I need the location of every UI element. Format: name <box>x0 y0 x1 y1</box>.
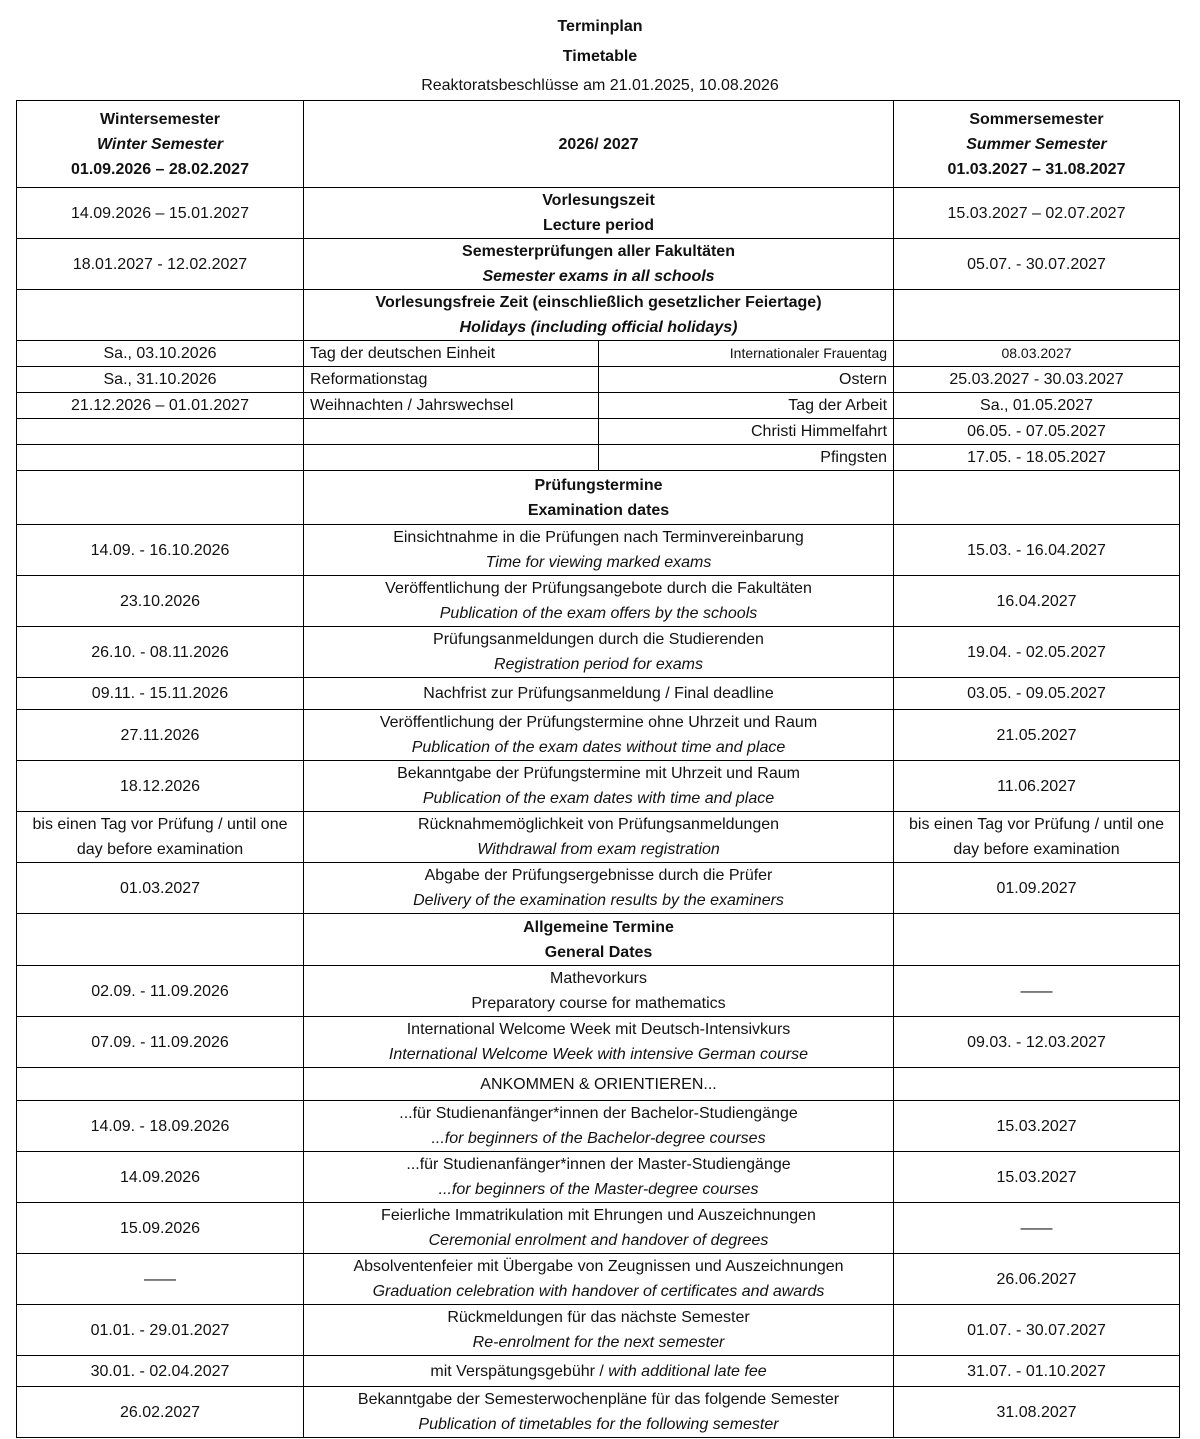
summer-de: Sommersemester <box>969 110 1104 128</box>
timetable <box>16 100 1180 1438</box>
exam-dates-header-row <box>17 471 1180 525</box>
holiday-row <box>17 445 1180 471</box>
lecture-winter: 14.09.2026 – 15.01.2027 <box>17 188 304 239</box>
exam-desc: Nachfrist zur Prüfungsanmeldung / Final deadline <box>304 678 894 710</box>
exams-de: Semesterprüfungen aller Fakultäten <box>462 243 735 260</box>
holiday-summer-name: Pfingsten <box>599 445 894 471</box>
exam-date-row <box>17 678 1180 710</box>
exam-date-row <box>17 525 1180 576</box>
holiday-summer-date: Sa., 01.05.2027 <box>894 393 1180 419</box>
holidays-de: Vorlesungsfreie Zeit (einschließlich gesetzlicher Feiertage) <box>375 294 822 311</box>
exam-summer: 15.03. - 16.04.2027 <box>894 525 1180 576</box>
general-winter: 07.09. - 11.09.2026 <box>17 1017 304 1068</box>
exam-summer: 16.04.2027 <box>894 576 1180 627</box>
exams-label <box>304 239 894 290</box>
late-fee-row <box>17 1356 1180 1387</box>
general-row <box>17 1017 1180 1068</box>
holiday-summer-name: Ostern <box>599 367 894 393</box>
general-winter: 15.09.2026 <box>17 1203 304 1254</box>
page-subtitle: Timetable <box>562 48 638 65</box>
general-desc-de: ...für Studienanfänger*innen der Master-Studiengänge <box>406 1156 791 1173</box>
general-desc-de: Absolventenfeier mit Übergabe von Zeugnissen und Auszeichnungen <box>353 1258 844 1275</box>
arrive-label: ANKOMMEN & ORIENTIEREN... <box>304 1068 894 1101</box>
exams-en: Semester exams in all schools <box>482 268 715 285</box>
lecture-label <box>304 188 894 239</box>
holiday-winter-date <box>17 419 304 445</box>
general-winter: 02.09. - 11.09.2026 <box>17 966 304 1017</box>
holiday-summer-date: 08.03.2027 <box>894 341 1180 367</box>
exam-dates-label <box>304 471 894 525</box>
holiday-winter-date: Sa., 03.10.2026 <box>17 341 304 367</box>
holiday-winter-date <box>17 445 304 471</box>
holidays-label <box>304 290 894 341</box>
exam-date-row <box>17 863 1180 914</box>
general-desc-de: Feierliche Immatrikulation mit Ehrungen und Auszeichnungen <box>381 1207 816 1224</box>
winter-semester-header <box>17 101 304 188</box>
exam-winter: 18.12.2026 <box>17 761 304 812</box>
general-en: General Dates <box>544 943 653 961</box>
general-row <box>17 1152 1180 1203</box>
general-desc <box>304 1305 894 1356</box>
general-desc-de: ...für Studienanfänger*innen der Bachelor-Studiengänge <box>399 1105 798 1122</box>
exam-desc <box>304 525 894 576</box>
general-desc <box>304 1101 894 1152</box>
exam-desc-en: Withdrawal from exam registration <box>477 841 720 858</box>
exam-dates-en: Examination dates <box>527 501 670 519</box>
exam-desc <box>304 812 894 863</box>
general-desc <box>304 966 894 1017</box>
general-desc-de: International Welcome Week mit Deutsch-Intensivkurs <box>406 1021 791 1038</box>
exam-winter: 27.11.2026 <box>17 710 304 761</box>
general-desc-en: Graduation celebration with handover of certificates and awards <box>372 1283 825 1300</box>
resolutions-line: Reaktoratsbeschlüsse am 21.01.2025, 10.08.2026 <box>421 77 779 94</box>
exam-desc <box>304 576 894 627</box>
lecture-summer: 15.03.2027 – 02.07.2027 <box>894 188 1180 239</box>
lecture-row <box>17 188 1180 239</box>
winter-de: Wintersemester <box>100 110 220 128</box>
exam-summer: bis einen Tag vor Prüfung / until one day before examination <box>894 812 1180 863</box>
general-desc <box>304 1203 894 1254</box>
general-summer: 01.07. - 30.07.2027 <box>894 1305 1180 1356</box>
general-desc-de: Rückmeldungen für das nächste Semester <box>447 1309 750 1326</box>
late-fee-summer: 31.07. - 01.10.2027 <box>894 1356 1180 1387</box>
exam-desc <box>304 710 894 761</box>
exam-desc-en: Registration period for exams <box>494 656 703 673</box>
holiday-winter-date: 21.12.2026 – 01.01.2027 <box>17 393 304 419</box>
general-row <box>17 1101 1180 1152</box>
academic-year: 2026/ 2027 <box>304 101 894 188</box>
exam-winter: 23.10.2026 <box>17 576 304 627</box>
holiday-winter-name: Weihnachten / Jahrswechsel <box>304 393 599 419</box>
holiday-row <box>17 393 1180 419</box>
general-row <box>17 1254 1180 1305</box>
exam-date-row <box>17 761 1180 812</box>
holiday-row <box>17 341 1180 367</box>
general-desc <box>304 1152 894 1203</box>
late-fee-de: mit Verspätungsgebühr / <box>430 1362 609 1380</box>
general-row <box>17 1203 1180 1254</box>
holiday-row <box>17 419 1180 445</box>
exam-date-row <box>17 627 1180 678</box>
exam-summer: 21.05.2027 <box>894 710 1180 761</box>
exam-winter: 09.11. - 15.11.2026 <box>17 678 304 710</box>
late-fee-winter: 30.01. - 02.04.2027 <box>17 1356 304 1387</box>
general-desc-en: ...for beginners of the Bachelor-degree courses <box>431 1130 766 1147</box>
exam-desc <box>304 863 894 914</box>
summer-en: Summer Semester <box>966 135 1107 153</box>
general-desc-en: Ceremonial enrolment and handover of degrees <box>428 1232 769 1249</box>
exam-desc-en: Time for viewing marked exams <box>485 554 712 571</box>
holiday-winter-name <box>304 445 599 471</box>
general-summer: 15.03.2027 <box>894 1101 1180 1152</box>
exam-desc-en: Publication of the exam dates without time and place <box>411 739 786 756</box>
holiday-summer-name: Internationaler Frauentag <box>599 341 894 367</box>
exam-date-row <box>17 812 1180 863</box>
holiday-winter-name <box>304 419 599 445</box>
exam-summer: 01.09.2027 <box>894 863 1180 914</box>
general-winter: 01.01. - 29.01.2027 <box>17 1305 304 1356</box>
holiday-summer-date: 25.03.2027 - 30.03.2027 <box>894 367 1180 393</box>
general-summer: —— <box>894 966 1180 1017</box>
lecture-en: Lecture period <box>542 217 655 234</box>
exam-summer: 11.06.2027 <box>894 761 1180 812</box>
exam-desc-de: Abgabe der Prüfungsergebnisse durch die Prüfer <box>424 867 773 884</box>
general-desc-en: Preparatory course for mathematics <box>471 995 726 1012</box>
exam-desc-de: Veröffentlichung der Prüfungstermine ohne Uhrzeit und Raum <box>379 714 818 731</box>
exam-desc <box>304 627 894 678</box>
arrive-row <box>17 1068 1180 1101</box>
holidays-en: Holidays (including official holidays) <box>459 319 738 336</box>
general-desc-de: Mathevorkurs <box>550 970 647 987</box>
table-header-row <box>17 101 1180 188</box>
general-desc <box>304 1254 894 1305</box>
general-summer: 09.03. - 12.03.2027 <box>894 1017 1180 1068</box>
exam-desc-de: Rücknahmemöglichkeit von Prüfungsanmeldungen <box>417 816 780 833</box>
summer-dates: 01.03.2027 – 31.08.2027 <box>947 160 1126 178</box>
holiday-winter-name: Reformationstag <box>304 367 599 393</box>
general-de: Allgemeine Termine <box>523 918 674 936</box>
exam-winter: 26.10. - 08.11.2026 <box>17 627 304 678</box>
late-fee-desc <box>304 1356 894 1387</box>
holidays-header-row <box>17 290 1180 341</box>
exam-desc-en: Publication of the exam dates with time and place <box>422 790 775 807</box>
exam-dates-de: Prüfungstermine <box>534 476 663 494</box>
general-row <box>17 1305 1180 1356</box>
general-label <box>304 914 894 966</box>
general-winter: 14.09.2026 <box>17 1152 304 1203</box>
timetables-en: Publication of timetables for the following semester <box>418 1416 779 1433</box>
lecture-de: Vorlesungszeit <box>542 192 655 209</box>
general-winter: —— <box>17 1254 304 1305</box>
exam-date-row <box>17 710 1180 761</box>
general-winter: 14.09. - 18.09.2026 <box>17 1101 304 1152</box>
winter-dates: 01.09.2026 – 28.02.2027 <box>71 160 249 178</box>
general-summer: —— <box>894 1203 1180 1254</box>
exams-row <box>17 239 1180 290</box>
exam-desc-en: Publication of the exam offers by the schools <box>439 605 758 622</box>
late-fee-en: with additional late fee <box>608 1362 767 1380</box>
exam-desc-de: Veröffentlichung der Prüfungsangebote durch die Fakultäten <box>385 580 812 597</box>
exam-desc-de: Einsichtnahme in die Prüfungen nach Terminvereinbarung <box>393 529 804 546</box>
exam-desc-de: Prüfungsanmeldungen durch die Studierenden <box>433 631 764 648</box>
general-desc-en: ...for beginners of the Master-degree courses <box>438 1181 759 1198</box>
timetables-summer: 31.08.2027 <box>894 1387 1180 1438</box>
general-header-row <box>17 914 1180 966</box>
exam-summer: 03.05. - 09.05.2027 <box>894 678 1180 710</box>
holiday-summer-name: Tag der Arbeit <box>599 393 894 419</box>
exam-winter: 14.09. - 16.10.2026 <box>17 525 304 576</box>
exam-desc <box>304 761 894 812</box>
timetables-desc <box>304 1387 894 1438</box>
timetables-de: Bekanntgabe der Semesterwochenpläne für das folgende Semester <box>357 1391 840 1408</box>
exam-desc-en: Delivery of the examination results by the examiners <box>413 892 784 909</box>
holiday-row <box>17 367 1180 393</box>
general-desc-en: International Welcome Week with intensive German course <box>388 1046 809 1063</box>
exam-winter: bis einen Tag vor Prüfung / until one day before examination <box>17 812 304 863</box>
holiday-winter-date: Sa., 31.10.2026 <box>17 367 304 393</box>
page-title: Terminplan <box>557 18 643 35</box>
exam-winter: 01.03.2027 <box>17 863 304 914</box>
general-desc-en: Re-enrolment for the next semester <box>472 1334 725 1351</box>
holiday-summer-date: 06.05. - 07.05.2027 <box>894 419 1180 445</box>
exam-desc-de: Bekanntgabe der Prüfungstermine mit Uhrzeit und Raum <box>397 765 800 782</box>
exam-date-row <box>17 576 1180 627</box>
summer-semester-header <box>894 101 1180 188</box>
holiday-summer-name: Christi Himmelfahrt <box>599 419 894 445</box>
general-summer: 26.06.2027 <box>894 1254 1180 1305</box>
holiday-summer-date: 17.05. - 18.05.2027 <box>894 445 1180 471</box>
general-row <box>17 966 1180 1017</box>
timetables-winter: 26.02.2027 <box>17 1387 304 1438</box>
timetables-row <box>17 1387 1180 1438</box>
holiday-winter-name: Tag der deutschen Einheit <box>304 341 599 367</box>
exams-summer: 05.07. - 30.07.2027 <box>894 239 1180 290</box>
exams-winter: 18.01.2027 - 12.02.2027 <box>17 239 304 290</box>
general-desc <box>304 1017 894 1068</box>
winter-en: Winter Semester <box>96 135 224 153</box>
exam-summer: 19.04. - 02.05.2027 <box>894 627 1180 678</box>
general-summer: 15.03.2027 <box>894 1152 1180 1203</box>
